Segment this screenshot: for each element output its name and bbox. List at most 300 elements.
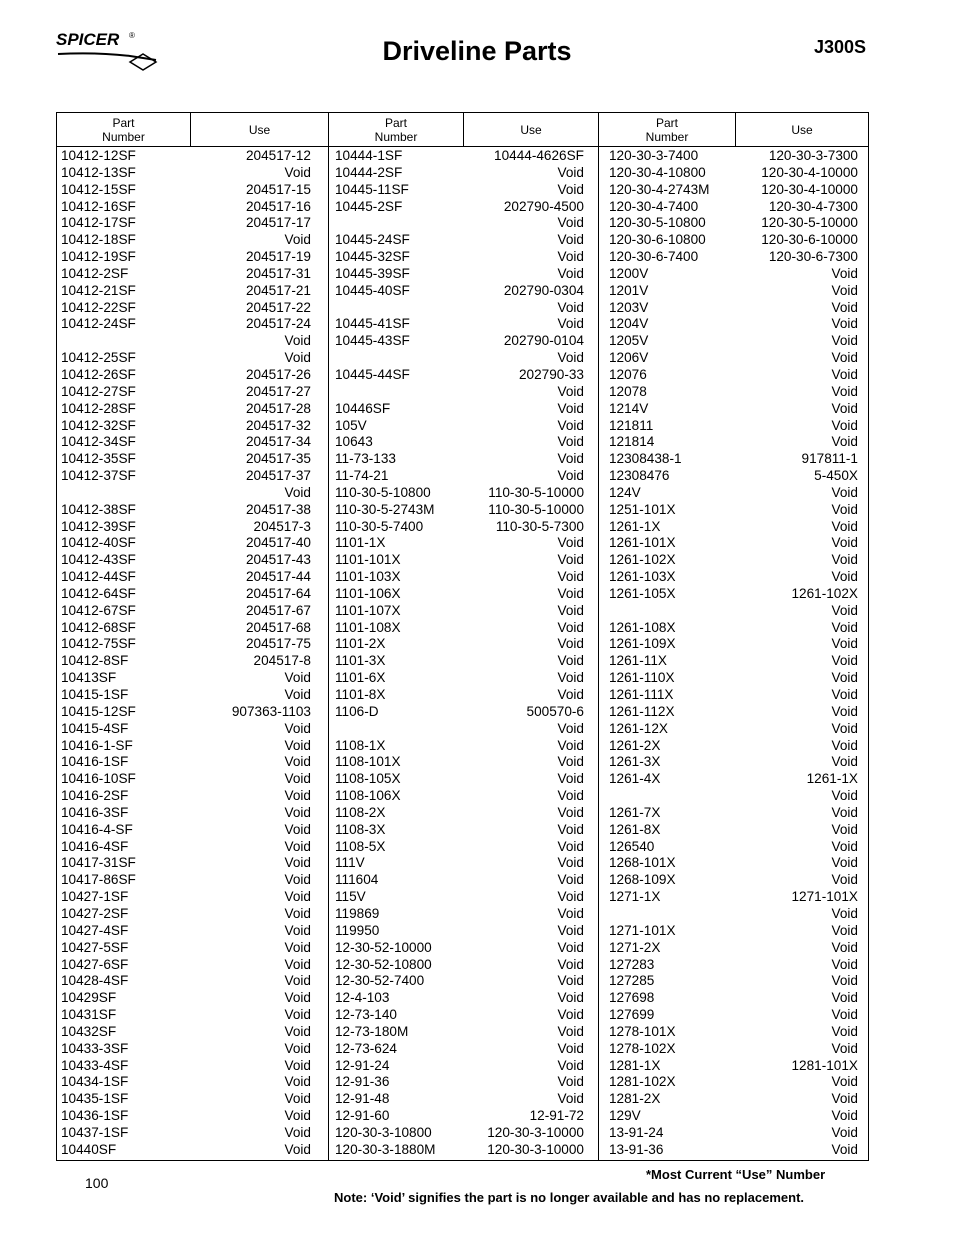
table-row — [335, 1024, 584, 1041]
table-row — [609, 738, 858, 755]
use-cell: 204517-43 — [245, 552, 311, 568]
part-number-cell: 12-73-180M — [335, 1023, 409, 1039]
part-number-cell: 10415-1SF — [61, 687, 129, 702]
use-cell: Void — [831, 990, 858, 1006]
table-row — [609, 1091, 858, 1108]
use-cell: Void — [831, 299, 858, 315]
use-cell: Void — [557, 737, 584, 753]
part-number-cell: 127699 — [609, 1007, 655, 1023]
use-cell: 120-30-4-10000 — [761, 181, 858, 197]
use-cell: Void — [831, 1074, 858, 1090]
part-number-cell: 1271-1X — [609, 889, 661, 905]
part-number-cell: 10412-32SF — [61, 417, 136, 433]
use-cell: 204517-12 — [245, 148, 311, 163]
use-cell: Void — [557, 1007, 584, 1023]
use-cell: Void — [284, 922, 311, 938]
table-row — [335, 738, 584, 755]
use-cell: 204517-37 — [245, 468, 311, 484]
use-cell: Void — [557, 434, 584, 450]
part-number-cell: 1281-102X — [609, 1074, 676, 1090]
part-number-cell: 120-30-4-2743M — [609, 181, 710, 197]
table-row — [335, 468, 584, 485]
table-row — [61, 333, 311, 350]
table-row — [335, 1108, 584, 1125]
table-row — [609, 165, 858, 182]
table-row — [609, 401, 858, 418]
use-cell: 120-30-3-7300 — [768, 148, 858, 163]
part-number-cell: 124V — [609, 484, 641, 500]
part-number-cell: 1251-101X — [609, 501, 676, 517]
use-cell: 204517-3 — [253, 518, 311, 534]
use-cell: Void — [284, 889, 311, 905]
table-row — [609, 906, 858, 923]
use-cell: 1271-101X — [791, 889, 858, 905]
use-cell: Void — [284, 687, 311, 702]
use-cell: Void — [557, 653, 584, 669]
table-row — [335, 973, 584, 990]
use-cell: Void — [557, 602, 584, 618]
use-cell: Void — [831, 484, 858, 500]
use-cell: Void — [284, 804, 311, 820]
part-number-cell: 10415-4SF — [61, 720, 129, 736]
table-row — [61, 1058, 311, 1075]
table-row — [335, 704, 584, 721]
use-cell: Void — [831, 501, 858, 517]
part-number-cell: 1281-1X — [609, 1057, 661, 1073]
table-row — [609, 721, 858, 738]
use-cell: 120-30-6-7300 — [768, 249, 858, 265]
table-row — [61, 316, 311, 333]
use-cell: Void — [831, 265, 858, 281]
part-number-cell: 10413SF — [61, 670, 117, 686]
part-number-cell: 10412-12SF — [61, 148, 136, 163]
use-cell: Void — [831, 619, 858, 635]
part-number-cell: 10417-31SF — [61, 855, 136, 871]
part-number-cell: 1278-101X — [609, 1023, 676, 1039]
table-row — [335, 333, 584, 350]
use-cell: 110-30-5-10000 — [488, 484, 584, 500]
use-cell: Void — [831, 602, 858, 618]
part-number-cell: 1101-2X — [335, 636, 386, 652]
use-cell: Void — [831, 366, 858, 382]
part-number-cell: 1261-3X — [609, 754, 661, 770]
table-row — [335, 249, 584, 266]
table-row — [61, 973, 311, 990]
table-row — [61, 738, 311, 755]
table-row — [335, 384, 584, 401]
part-number-cell: 120-30-3-10800 — [335, 1124, 432, 1140]
use-cell: 204517-68 — [245, 619, 311, 635]
part-number-cell: 1261-102X — [609, 552, 676, 568]
table-row — [335, 839, 584, 856]
part-number-cell: 1261-11X — [609, 653, 667, 669]
use-cell: Void — [831, 905, 858, 921]
table-row — [61, 468, 311, 485]
table-row — [61, 923, 311, 940]
part-number-cell: 1203V — [609, 299, 649, 315]
part-number-cell: 10445-11SF — [335, 181, 409, 197]
use-cell: Void — [557, 468, 584, 484]
table-row — [61, 839, 311, 856]
part-number-cell: 127698 — [609, 990, 655, 1006]
table-row — [335, 670, 584, 687]
use-cell: Void — [557, 535, 584, 551]
use-cell: Void — [831, 956, 858, 972]
part-number-cell: 10417-86SF — [61, 872, 136, 888]
table-row — [335, 603, 584, 620]
header-divider — [463, 113, 464, 146]
table-row — [335, 957, 584, 974]
table-row — [335, 1041, 584, 1058]
use-cell: Void — [831, 653, 858, 669]
table-row — [335, 1142, 584, 1159]
part-number-cell: 1261-103X — [609, 569, 676, 585]
use-cell: Void — [831, 518, 858, 534]
part-number-cell: 10444-1SF — [335, 148, 403, 163]
table-row — [335, 872, 584, 889]
part-number-cell: 10412-64SF — [61, 585, 136, 601]
part-number-cell: 10433-3SF — [61, 1040, 129, 1056]
column-group-1 — [61, 148, 311, 1159]
table-row — [609, 350, 858, 367]
table-row — [335, 940, 584, 957]
table-row — [609, 384, 858, 401]
part-number-cell: 12308476 — [609, 468, 670, 484]
part-number-cell: 1261-108X — [609, 619, 676, 635]
use-cell: 110-30-5-10000 — [488, 501, 584, 517]
part-number-cell: 13-91-36 — [609, 1141, 664, 1157]
use-cell: 204517-16 — [245, 198, 311, 214]
use-cell: Void — [557, 838, 584, 854]
use-cell: 204517-75 — [245, 636, 311, 652]
use-cell: Void — [284, 1057, 311, 1073]
use-cell: 120-30-4-10000 — [761, 164, 858, 180]
use-cell: Void — [557, 872, 584, 888]
part-number-cell: 10412-24SF — [61, 316, 136, 332]
table-row — [609, 636, 858, 653]
use-cell: Void — [284, 350, 311, 366]
table-header — [57, 113, 868, 147]
use-cell: Void — [284, 990, 311, 1006]
use-cell: 204517-44 — [245, 569, 311, 585]
part-number-cell: 10412-39SF — [61, 518, 136, 534]
part-number-cell: 1261-8X — [609, 821, 661, 837]
part-number-cell: 1101-101X — [335, 552, 401, 568]
table-row — [335, 434, 584, 451]
use-cell: Void — [831, 973, 858, 989]
table-row — [609, 1142, 858, 1159]
model-code: J300S — [814, 37, 867, 57]
part-number-cell: 120-30-6-10800 — [609, 232, 706, 248]
part-number-cell: 120-30-3-7400 — [609, 148, 699, 163]
part-number-cell: 1101-6X — [335, 670, 386, 686]
table-row — [335, 620, 584, 637]
part-number-cell: 10412-37SF — [61, 468, 136, 484]
part-number-cell: 10412-27SF — [61, 383, 136, 399]
table-row — [609, 687, 858, 704]
use-cell: 204517-22 — [245, 299, 311, 315]
part-number-cell: 1271-2X — [609, 939, 661, 955]
part-number-cell: 111V — [335, 855, 365, 871]
table-row — [335, 569, 584, 586]
table-row — [335, 148, 584, 165]
table-row — [61, 502, 311, 519]
part-number-cell: 12-30-52-10800 — [335, 956, 432, 972]
use-cell: Void — [831, 535, 858, 551]
use-cell: 204517-67 — [245, 602, 311, 618]
use-cell: 204517-31 — [245, 265, 311, 281]
use-cell: 120-30-6-10000 — [761, 232, 858, 248]
part-number-cell: 12076 — [609, 366, 647, 382]
part-number-cell: 1108-101X — [335, 754, 401, 770]
part-number-cell: 10429SF — [61, 990, 117, 1006]
part-number-cell: 121814 — [609, 434, 655, 450]
use-cell: Void — [831, 838, 858, 854]
table-row — [335, 266, 584, 283]
part-number-cell: 10412-44SF — [61, 569, 136, 585]
part-number-cell: 129V — [609, 1108, 641, 1124]
table-row — [335, 535, 584, 552]
table-row — [335, 283, 584, 300]
part-number-cell: 1108-5X — [335, 838, 386, 854]
table-row — [335, 232, 584, 249]
table-row — [61, 182, 311, 199]
use-cell: Void — [831, 804, 858, 820]
use-cell: Void — [284, 771, 311, 787]
use-cell: Void — [831, 350, 858, 366]
parts-table — [56, 112, 869, 1161]
use-cell: 204517-27 — [245, 383, 311, 399]
table-row — [609, 1007, 858, 1024]
use-cell: Void — [831, 737, 858, 753]
use-cell: 204517-17 — [245, 215, 311, 231]
part-number-cell: 10445-43SF — [335, 333, 410, 349]
part-number-cell: 10445-40SF — [335, 282, 410, 298]
table-row — [609, 872, 858, 889]
part-number-cell: 10412-34SF — [61, 434, 136, 450]
use-cell: Void — [831, 1091, 858, 1107]
table-row — [61, 266, 311, 283]
use-cell: Void — [831, 1141, 858, 1157]
part-number-cell: 120-30-4-10800 — [609, 164, 706, 180]
brand-name: SPICER — [56, 30, 120, 49]
header-part-number: Part Number — [102, 115, 145, 144]
table-row — [61, 1041, 311, 1058]
use-cell: Void — [284, 1091, 311, 1107]
table-row — [609, 535, 858, 552]
header-divider — [735, 113, 736, 146]
use-cell: Void — [831, 939, 858, 955]
use-cell: Void — [557, 1023, 584, 1039]
use-cell: Void — [831, 1007, 858, 1023]
use-cell: 202790-0104 — [503, 333, 584, 349]
use-cell: Void — [831, 788, 858, 804]
part-number-cell: 10643 — [335, 434, 373, 450]
table-row — [61, 822, 311, 839]
table-row — [609, 249, 858, 266]
table-row — [61, 552, 311, 569]
use-cell: Void — [557, 889, 584, 905]
table-row — [335, 519, 584, 536]
use-cell: Void — [284, 1074, 311, 1090]
table-row — [609, 923, 858, 940]
part-number-cell: 10416-2SF — [61, 788, 129, 804]
use-cell: Void — [284, 1124, 311, 1140]
use-cell: 204517-34 — [245, 434, 311, 450]
table-row — [609, 586, 858, 603]
table-row — [61, 519, 311, 536]
use-cell: Void — [557, 990, 584, 1006]
table-row — [61, 754, 311, 771]
part-number-cell: 1108-2X — [335, 804, 386, 820]
table-row — [609, 805, 858, 822]
use-cell: Void — [831, 1023, 858, 1039]
footnote: *Most Current “Use” Number — [646, 1167, 826, 1182]
part-number-cell: 10435-1SF — [61, 1091, 129, 1107]
use-cell: Void — [557, 687, 584, 702]
use-cell: Void — [284, 821, 311, 837]
part-number-cell: 10427-6SF — [61, 956, 129, 972]
table-row — [609, 603, 858, 620]
table-row — [609, 148, 858, 165]
use-cell: Void — [831, 872, 858, 888]
table-row — [61, 367, 311, 384]
table-row — [609, 266, 858, 283]
use-cell: Void — [831, 1108, 858, 1124]
use-cell: 202790-4500 — [503, 198, 584, 214]
use-cell: Void — [831, 552, 858, 568]
use-cell: Void — [557, 451, 584, 467]
part-number-cell: 1214V — [609, 400, 649, 416]
part-number-cell: 10412-8SF — [61, 653, 129, 669]
part-number-cell: 1108-3X — [335, 821, 386, 837]
table-row — [61, 1125, 311, 1142]
use-cell: Void — [284, 973, 311, 989]
table-row — [609, 1125, 858, 1142]
part-number-cell: 1201V — [609, 282, 649, 298]
table-row — [335, 636, 584, 653]
use-cell: Void — [831, 1124, 858, 1140]
use-cell: Void — [557, 804, 584, 820]
part-number-cell: 10412-35SF — [61, 451, 136, 467]
part-number-cell: 11-74-21 — [335, 468, 389, 484]
table-row — [61, 1091, 311, 1108]
table-row — [335, 367, 584, 384]
use-cell: Void — [557, 939, 584, 955]
table-row — [335, 906, 584, 923]
use-cell: Void — [557, 552, 584, 568]
use-cell: Void — [557, 1040, 584, 1056]
part-number-cell: 10412-18SF — [61, 232, 136, 248]
table-row — [61, 199, 311, 216]
table-row — [61, 721, 311, 738]
part-number-cell: 120-30-4-7400 — [609, 198, 699, 214]
table-row — [609, 519, 858, 536]
part-number-cell: 10416-10SF — [61, 771, 136, 787]
part-number-cell: 12-73-624 — [335, 1040, 397, 1056]
table-row — [609, 889, 858, 906]
part-number-cell: 12-30-52-10000 — [335, 939, 432, 955]
part-number-cell: 10412-67SF — [61, 602, 136, 618]
use-cell: 202790-33 — [518, 366, 584, 382]
table-row — [335, 771, 584, 788]
use-cell: 204517-64 — [245, 585, 311, 601]
part-number-cell: 10434-1SF — [61, 1074, 129, 1090]
table-row — [335, 451, 584, 468]
table-row — [335, 855, 584, 872]
part-number-cell: 10412-15SF — [61, 181, 136, 197]
part-number-cell: 119950 — [335, 922, 380, 938]
table-row — [61, 940, 311, 957]
part-number-cell: 10412-17SF — [61, 215, 136, 231]
use-cell: Void — [284, 872, 311, 888]
table-row — [609, 1058, 858, 1075]
table-row — [335, 586, 584, 603]
header-use: Use — [791, 122, 813, 137]
part-number-cell: 120-30-5-10800 — [609, 215, 706, 231]
part-number-cell: 1261-105X — [609, 585, 676, 601]
part-number-cell: 1205V — [609, 333, 649, 349]
use-cell: Void — [284, 333, 311, 349]
part-number-cell: 10445-32SF — [335, 249, 410, 265]
use-cell: Void — [284, 956, 311, 972]
table-row — [61, 620, 311, 637]
table-row — [61, 771, 311, 788]
table-row — [61, 805, 311, 822]
part-number-cell: 12-4-103 — [335, 990, 390, 1006]
use-cell: Void — [557, 956, 584, 972]
part-number-cell: 1204V — [609, 316, 649, 332]
use-cell: 204517-26 — [245, 366, 311, 382]
part-number-cell: 10427-5SF — [61, 939, 129, 955]
part-number-cell: 12-91-24 — [335, 1057, 390, 1073]
table-row — [335, 889, 584, 906]
use-cell: Void — [284, 754, 311, 770]
part-number-cell: 10445-39SF — [335, 265, 410, 281]
use-cell: Void — [557, 636, 584, 652]
part-number-cell: 10412-2SF — [61, 265, 129, 281]
use-cell: Void — [284, 670, 311, 686]
table-row — [609, 451, 858, 468]
table-row — [61, 384, 311, 401]
table-row — [61, 586, 311, 603]
part-number-cell: 12078 — [609, 383, 647, 399]
table-row — [335, 721, 584, 738]
column-group-divider — [328, 113, 329, 1160]
use-cell: Void — [284, 939, 311, 955]
use-cell: Void — [557, 771, 584, 787]
part-number-cell: 1101-103X — [335, 569, 401, 585]
table-row — [609, 215, 858, 232]
part-number-cell: 110-30-5-2743M — [335, 501, 435, 517]
table-row — [61, 283, 311, 300]
use-cell: Void — [284, 232, 311, 248]
part-number-cell: 105V — [335, 417, 367, 433]
part-number-cell: 1261-109X — [609, 636, 676, 652]
use-cell: Void — [284, 905, 311, 921]
header-use: Use — [520, 122, 542, 137]
use-cell: Void — [831, 282, 858, 298]
use-cell: 120-30-4-7300 — [768, 198, 858, 214]
table-row — [609, 653, 858, 670]
part-number-cell: 10412-21SF — [61, 282, 136, 298]
use-cell: Void — [831, 333, 858, 349]
table-row — [335, 788, 584, 805]
header-part-number: Part Number — [645, 115, 689, 144]
table-row — [609, 940, 858, 957]
use-cell: 204517-21 — [245, 282, 311, 298]
table-row — [61, 569, 311, 586]
